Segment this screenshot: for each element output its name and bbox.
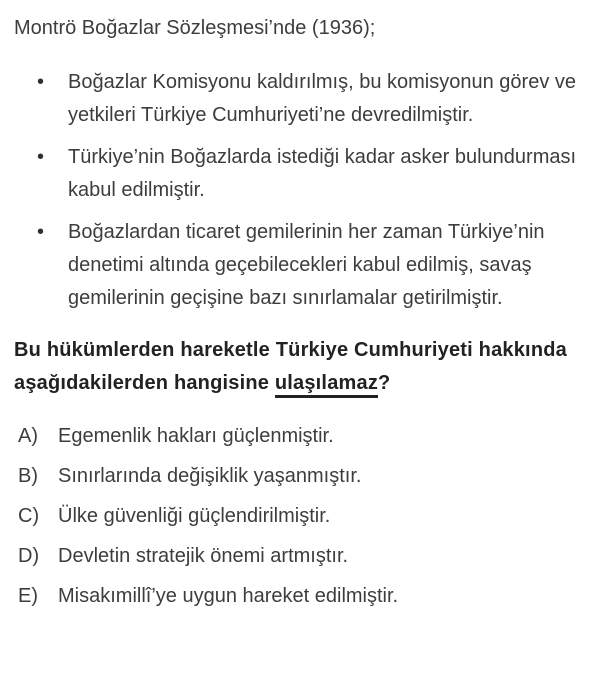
option-a-text: Egemenlik hakları güçlenmiştir. — [58, 425, 334, 447]
option-c-text: Ülke güvenliği güçlendirilmiştir. — [58, 505, 331, 527]
answer-options — [14, 420, 606, 613]
option-b-letter: B) — [18, 465, 38, 487]
list-item — [14, 141, 606, 207]
bullet-icon: • — [37, 221, 45, 243]
option-e[interactable] — [14, 580, 606, 613]
statement-list — [14, 66, 606, 315]
option-e-text: Misakımillî’ye uygun hareket edilmiştir. — [58, 585, 399, 607]
question-stem — [14, 334, 606, 400]
option-a-letter: A) — [18, 425, 38, 447]
option-b-text: Sınırlarında değişiklik yaşanmıştır. — [58, 465, 362, 487]
stem-suffix: ? — [378, 372, 391, 394]
bullet-icon: • — [37, 71, 45, 93]
option-d-text: Devletin stratejik önemi artmıştır. — [58, 545, 349, 567]
option-e-letter: E) — [18, 585, 38, 607]
stem-underlined-word: ulaşılamaz — [275, 372, 378, 398]
statement-text: Boğazlar Komisyonu kaldırılmış, bu komisyonun görev ve yetkileri Türkiye Cumhuriyeti’ne devredilmiştir. — [68, 71, 577, 126]
option-c-letter: C) — [18, 505, 40, 527]
list-item — [14, 66, 606, 132]
statement-text: Boğazlardan ticaret gemilerinin her zaman Türkiye’nin denetimi altında geçebilecekleri kabul edilmiş, savaş gemilerinin geçişine bazı sınırlamalar getirilmiştir. — [68, 221, 545, 309]
option-d-letter: D) — [18, 545, 40, 567]
list-item — [14, 216, 606, 315]
stem-prefix: Bu hükümlerden hareketle Türkiye Cumhuriyeti hakkında aşağıdakilerden hangisine — [14, 339, 567, 394]
statement-text: Türkiye’nin Boğazlarda istediği kadar asker bulundurması kabul edilmiştir. — [68, 146, 577, 201]
option-c[interactable] — [14, 500, 606, 533]
option-d[interactable] — [14, 540, 606, 573]
option-b[interactable] — [14, 460, 606, 493]
bullet-icon: • — [37, 146, 45, 168]
option-a[interactable] — [14, 420, 606, 453]
question-intro: Montrö Boğazlar Sözleşmesi’nde (1936); — [14, 17, 376, 39]
